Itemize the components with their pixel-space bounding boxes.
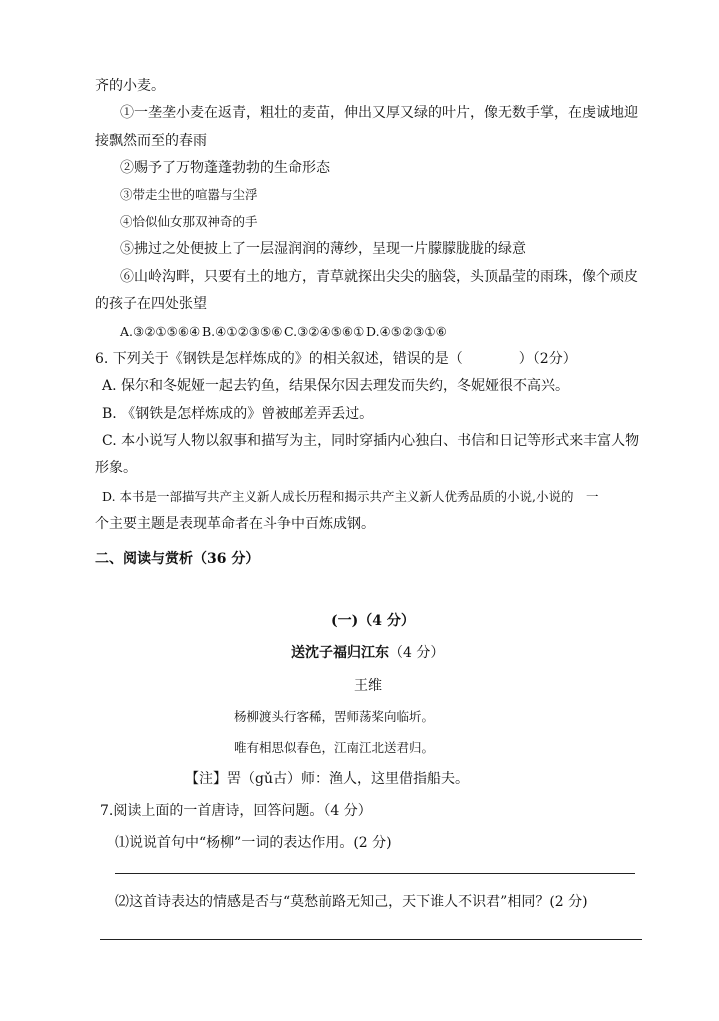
q6-option-c-line-1[interactable]: C. 本小说写人物以叙事和描写为主，同时穿插内心独白、书信和日记等形式来丰富人物 [102, 433, 640, 449]
q7-stem: 7.阅读上面的一首唐诗，回答问题。（4 分） [100, 803, 372, 819]
poem-title-row [291, 644, 444, 662]
option-a[interactable]: A.③②①⑤⑥④ [120, 324, 201, 339]
q7-sub-2: ⑵这首诗表达的情感是否与“莫愁前路无知己，天下谁人不识君”相同？(2 分) [115, 894, 588, 910]
answer-line-2[interactable] [100, 939, 642, 940]
poem-author: 王维 [354, 678, 382, 694]
option-b[interactable]: B.④①②③⑤⑥ [202, 324, 283, 339]
q5-tail: 齐的小麦。 [95, 78, 165, 94]
poem-title: 送沈子福归江东 [291, 645, 389, 661]
part-1-heading: (一)（4 分） [331, 613, 415, 629]
q7-sub-1: ⑴说说首句中“杨柳”一词的表达作用。(2 分) [115, 835, 392, 851]
sentence-3: ③带走尘世的喧嚣与尘浮 [120, 187, 258, 202]
poem-line-1: 杨柳渡头行客稀，罟师荡桨向临圻。 [234, 709, 435, 724]
q6-option-a[interactable]: A. 保尔和冬妮娅一起去钓鱼，结果保尔因去理发而失约，冬妮娅很不高兴。 [102, 378, 570, 394]
sentence-1-line-1: ①一垄垄小麦在返青，粗壮的麦苗，伸出又厚又绿的叶片，像无数手掌，在虔诚地迎 [120, 105, 638, 121]
poem-line-2: 唯有相思似春色，江南江北送君归。 [234, 740, 435, 755]
sentence-1-line-2: 接飘然而至的春雨 [95, 133, 207, 149]
sentence-2: ②赐予了万物蓬蓬勃勃的生命形态 [120, 160, 330, 176]
q6-option-d-line-1[interactable]: D. 本书是一部描写共产主义新人成长历程和揭示共产主义新人优秀品质的小说,小说的 一 [102, 489, 599, 504]
q5-options [120, 323, 448, 341]
q6-stem: 6. 下列关于《钢铁是怎样炼成的》的相关叙述，错误的是（ ）（2分） [95, 351, 577, 367]
q6-option-d-line-2: 个主要主题是表现革命者在斗争中百炼成钢。 [95, 516, 375, 532]
sentence-6-line-1: ⑥山岭沟畔，只要有土的地方，青草就探出尖尖的脑袋，头顶晶莹的雨珠，像个顽皮 [120, 269, 638, 285]
poem-note: 【注】罟（gǔ古）师：渔人，这里借指船夫。 [185, 771, 469, 787]
sentence-6-line-2: 的孩子在四处张望 [95, 296, 207, 312]
sentence-5: ⑤拂过之处便披上了一层湿润润的薄纱，呈现一片朦朦胧胧的绿意 [120, 241, 526, 257]
poem-title-score: （4 分） [389, 645, 445, 661]
option-d[interactable]: D.④⑤②③①⑥ [366, 324, 447, 339]
q6-option-c-line-2: 形象。 [95, 460, 137, 476]
sentence-4: ④恰似仙女那双神奇的手 [120, 214, 258, 229]
section-2-heading: 二、阅读与赏析（36 分） [95, 551, 260, 567]
answer-line-1[interactable] [115, 873, 635, 874]
option-c[interactable]: C.③②④⑤⑥① [284, 324, 365, 339]
q6-option-b[interactable]: B. 《钢铁是怎样炼成的》曾被邮差弄丢过。 [102, 406, 374, 422]
